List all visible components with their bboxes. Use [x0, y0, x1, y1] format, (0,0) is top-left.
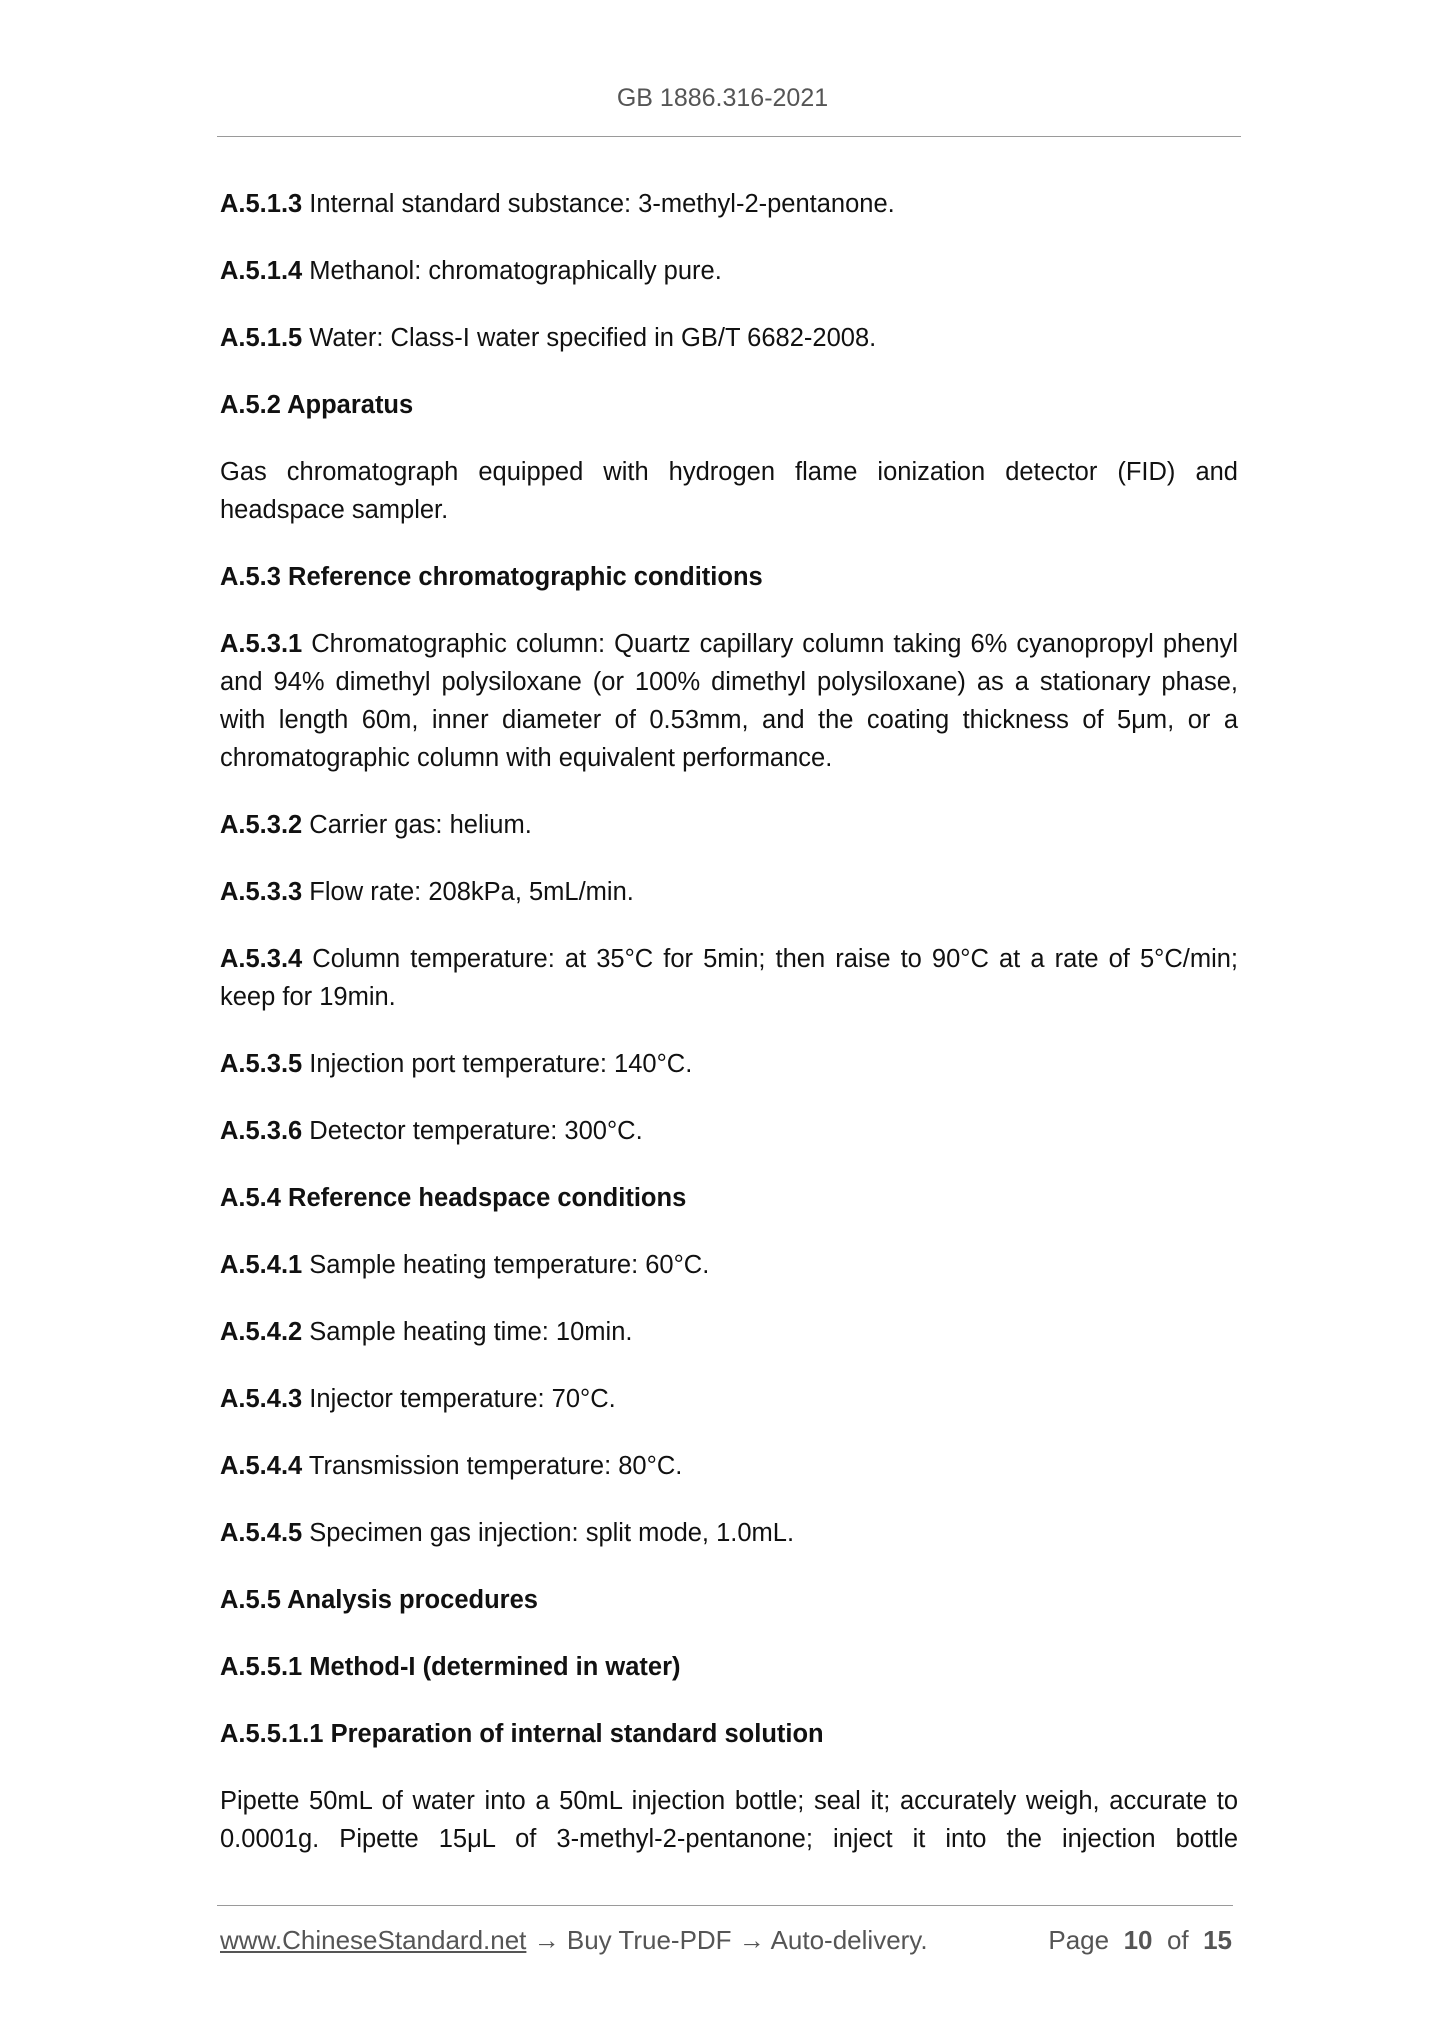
clause-a5-4-3: [220, 1380, 1238, 1418]
clause-a5-4-2: [220, 1313, 1238, 1351]
clause-a5-3-1: [220, 625, 1238, 777]
clause-number: A.5.3.2: [220, 811, 303, 839]
section-heading-chromatographic-conditions: A.5.3 Reference chromatographic conditions: [220, 563, 763, 591]
clause-number: A.5.4.2: [220, 1318, 303, 1346]
clause-text: Injection port temperature: 140°C.: [302, 1050, 693, 1078]
clause-text: Column temperature: at 35°C for 5min; then raise to 90°C at a rate of 5°C/min; keep for 19min.: [220, 945, 1238, 1011]
clause-text: Flow rate: 208kPa, 5mL/min.: [302, 878, 634, 906]
clause-a5-3-5: [220, 1045, 1238, 1083]
clause-text: Sample heating temperature: 60°C.: [302, 1251, 710, 1279]
section-heading-method-i: A.5.5.1 Method-I (determined in water): [220, 1653, 681, 1681]
clause-number: A.5.4.4: [220, 1452, 303, 1480]
footer-divider: [217, 1905, 1233, 1906]
clause-a5-3-6: [220, 1112, 1238, 1150]
clause-a5-4-4: [220, 1447, 1238, 1485]
section-heading-analysis-procedures: A.5.5 Analysis procedures: [220, 1586, 538, 1614]
clause-number: A.5.1.4: [220, 257, 303, 285]
page-footer: [220, 1925, 1232, 1965]
page-label: Page: [1048, 1925, 1110, 1955]
footer-promo-text: → Buy True-PDF → Auto-delivery.: [526, 1925, 928, 1955]
clause-number: A.5.3.4: [220, 945, 303, 973]
clause-number: A.5.3.5: [220, 1050, 303, 1078]
section-heading-headspace-conditions: A.5.4 Reference headspace conditions: [220, 1184, 687, 1212]
clause-text: Carrier gas: helium.: [302, 811, 532, 839]
clause-text: Sample heating time: 10min.: [302, 1318, 633, 1346]
clause-number: A.5.4.1: [220, 1251, 303, 1279]
clause-a5-4-5: [220, 1514, 1238, 1552]
page-current: 10: [1123, 1925, 1153, 1955]
header-divider: [217, 136, 1241, 137]
section-heading-apparatus: A.5.2 Apparatus: [220, 391, 414, 419]
clause-number: A.5.1.5: [220, 324, 303, 352]
clause-text: Specimen gas injection: split mode, 1.0mL.: [302, 1519, 795, 1547]
clause-text: Internal standard substance: 3-methyl-2-pentanone.: [302, 190, 895, 218]
clause-a5-1-5: [220, 319, 1238, 357]
footer-promo: [220, 1925, 928, 1956]
document-code: GB 1886.316-2021: [616, 84, 829, 112]
page-of-label: of: [1166, 1925, 1189, 1955]
clause-text: Injector temperature: 70°C.: [302, 1385, 616, 1413]
clause-text: Transmission temperature: 80°C.: [302, 1452, 683, 1480]
clause-text: Chromatographic column: Quartz capillary column taking 6% cyanopropyl phenyl and 94% dimethyl polysiloxane (or 100% dimethyl polysiloxane) as a stationary phase, with length 60m, inner diameter of 0.53mm, and the coating thickness of 5μm, or a chromatographic column with equivalent performance.: [220, 630, 1238, 772]
clause-number: A.5.3.6: [220, 1117, 303, 1145]
clause-text: Detector temperature: 300°C.: [302, 1117, 643, 1145]
clause-text: Water: Class-I water specified in GB/T 6682-2008.: [302, 324, 877, 352]
preparation-description: Pipette 50mL of water into a 50mL injection bottle; seal it; accurately weigh, accurate to 0.0001g. Pipette 15μL of 3-methyl-2-pentanone; inject it into the injection bottle: [220, 1787, 1238, 1853]
page-indicator: [1048, 1925, 1232, 1956]
clause-a5-3-3: [220, 873, 1238, 911]
page-header: [0, 84, 1445, 113]
clause-number: A.5.1.3: [220, 190, 303, 218]
clause-a5-3-2: [220, 806, 1238, 844]
document-body: [220, 185, 1238, 1887]
clause-text: Methanol: chromatographically pure.: [302, 257, 722, 285]
clause-number: A.5.3.1: [220, 630, 303, 658]
clause-a5-1-4: [220, 252, 1238, 290]
section-heading-internal-standard-preparation: A.5.5.1.1 Preparation of internal standard solution: [220, 1720, 824, 1748]
clause-a5-4-1: [220, 1246, 1238, 1284]
apparatus-description: Gas chromatograph equipped with hydrogen flame ionization detector (FID) and headspace sampler.: [220, 458, 1238, 524]
clause-a5-1-3: [220, 185, 1238, 223]
page-total: 15: [1203, 1925, 1232, 1955]
website-link[interactable]: www.ChineseStandard.net: [220, 1925, 527, 1955]
clause-a5-3-4: [220, 940, 1238, 1016]
clause-number: A.5.4.5: [220, 1519, 303, 1547]
clause-number: A.5.3.3: [220, 878, 303, 906]
clause-number: A.5.4.3: [220, 1385, 303, 1413]
